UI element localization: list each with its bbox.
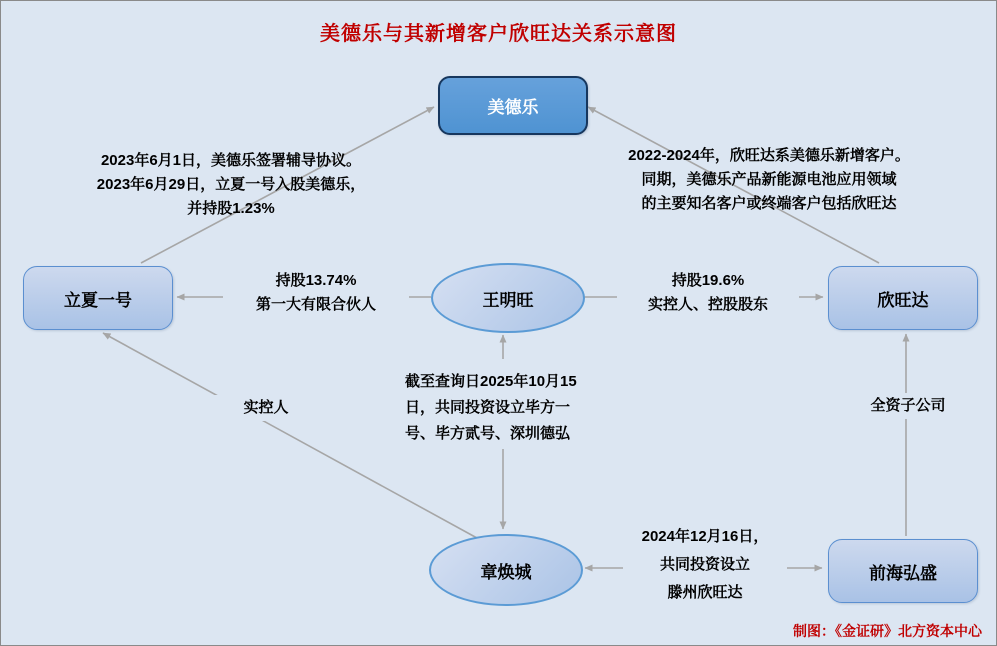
annotation-line: 2022-2024年，欣旺达系美德乐新增客户。 xyxy=(628,147,910,164)
edge-label-line: 第一大有限合伙人 xyxy=(255,296,376,313)
edge-label-line: 滕州欣旺达 xyxy=(667,584,743,601)
annotation-line: 同期，美德乐产品新能源电池应用领域 xyxy=(641,171,897,188)
edge-label-line: 2024年12月16日， xyxy=(641,528,769,545)
annotation-xinwangda-meidele xyxy=(599,144,939,216)
edge-label-line: 全资子公司 xyxy=(870,397,946,414)
node-zhanghuancheng xyxy=(429,534,583,606)
node-xinwangda-label: 欣旺达 xyxy=(877,290,929,310)
node-qianhaihongsheng xyxy=(828,539,978,603)
edge-label-line: 号、毕方贰号、深圳德弘 xyxy=(405,425,571,442)
node-wangmingwang-label: 王明旺 xyxy=(482,290,534,310)
edge-label-line: 共同投资设立 xyxy=(659,556,750,573)
node-lixia xyxy=(23,266,173,330)
edge-label-qianhai-xinwangda xyxy=(849,393,967,419)
node-meidele xyxy=(438,76,588,135)
edge-label-line: 截至查询日2025年10月15 xyxy=(405,373,577,390)
edge-label-line: 实控人、控股股东 xyxy=(647,296,768,313)
edge-label-line: 实控人 xyxy=(243,399,289,416)
edge-label-zhang-qianhai xyxy=(623,523,787,611)
edge-label-line: 持股13.74% xyxy=(275,272,357,289)
credit-line: 制图：《金证研》北方资本中心 xyxy=(793,623,982,639)
node-zhanghuancheng-label: 章焕城 xyxy=(480,562,532,582)
annotation-line: 并持股1.23% xyxy=(187,200,275,217)
edge-label-line: 日，共同投资设立毕方一 xyxy=(405,399,571,416)
edge-label-line: 持股19.6% xyxy=(671,272,745,289)
edge-label-wang-xinwangda xyxy=(617,269,799,325)
node-wangmingwang xyxy=(431,263,585,333)
node-lixia-label: 立夏一号 xyxy=(64,290,132,310)
node-qianhaihongsheng-label: 前海弘盛 xyxy=(869,563,937,583)
page-title: 美德乐与其新增客户欣旺达关系示意图 xyxy=(320,23,677,45)
annotation-line: 的主要知名客户或终端客户包括欣旺达 xyxy=(641,195,897,212)
annotation-line: 2023年6月1日，美德乐签署辅导协议。 xyxy=(100,152,362,169)
annotation-lixia-meidele xyxy=(66,149,396,221)
edge-label-wang-zhang xyxy=(405,369,637,447)
node-meidele-label: 美德乐 xyxy=(487,98,539,117)
annotation-line: 2023年6月29日，立夏一号入股美德乐， xyxy=(96,176,366,193)
node-xinwangda xyxy=(828,266,978,330)
edge-label-zhang-lixia xyxy=(213,395,319,421)
edge-label-wang-lixia xyxy=(223,269,409,325)
